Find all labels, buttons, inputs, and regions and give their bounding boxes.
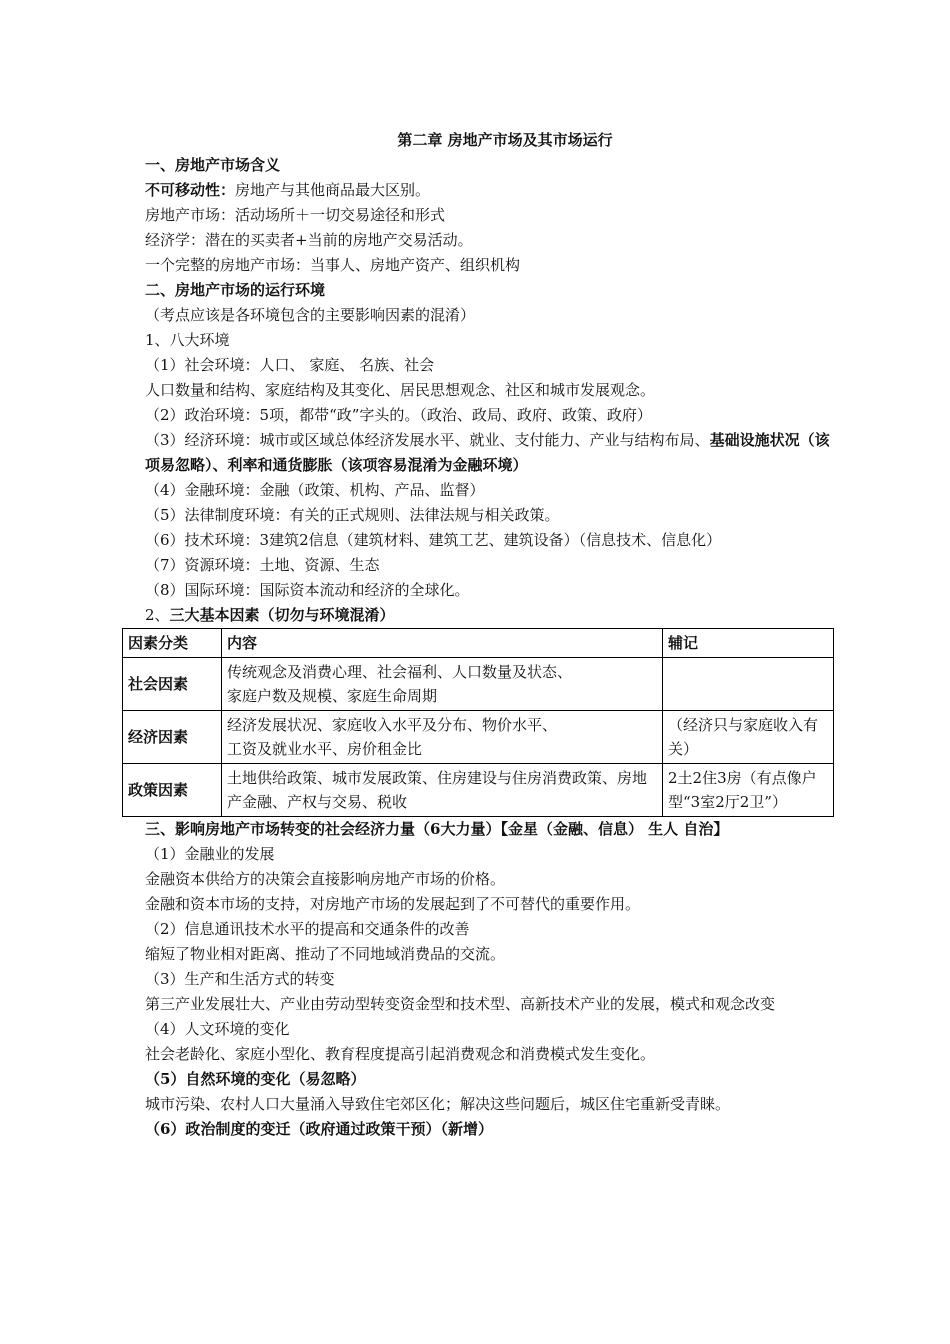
factor-content: 土地供给政策、城市发展政策、住房建设与住房消费政策、房地产金融、产权与交易、税收	[222, 764, 663, 817]
s1-line-1	[145, 178, 835, 203]
s2-sub-2	[145, 603, 835, 628]
force-1-detail-b: 金融和资本市场的支持，对房地产市场的发展起到了不可替代的重要作用。	[145, 895, 641, 913]
force-3-detail: 第三产业发展壮大、产业由劳动型转变资金型和技术型、高新技术产业的发展，模式和观念改变	[145, 995, 776, 1013]
table-header-cell: 辅记	[663, 629, 834, 658]
factor-content	[222, 711, 663, 764]
env-8: （8）国际环境：国际资本流动和经济的全球化。	[145, 581, 470, 599]
env-6: （6）技术环境：3建筑2信息（建筑材料、建筑工艺、建筑设备）（信息技术、信息化）	[145, 531, 722, 549]
s2-sub-1: 1、八大环境	[145, 331, 230, 349]
force-2: （2）信息通讯技术水平的提高和交通条件的改善	[145, 920, 470, 938]
factor-note	[663, 658, 834, 711]
s1-line-2: 房地产市场：活动场所＋一切交易途径和形式	[145, 206, 446, 224]
force-2-detail: 缩短了物业相对距离、推动了不同地域消费品的交流。	[145, 945, 506, 963]
table-row	[123, 764, 834, 817]
document-page	[128, 128, 835, 1142]
force-1: （1）金融业的发展	[145, 845, 275, 863]
force-6: （6）政治制度的变迁（政府通过政策干预）（新增）	[145, 1120, 493, 1138]
s1-line-3: 经济学：潜在的买卖者+当前的房地产交易活动。	[145, 231, 473, 249]
factor-category: 政策因素	[123, 764, 222, 817]
force-4-detail: 社会老龄化、家庭小型化、教育程度提高引起消费观念和消费模式发生变化。	[145, 1045, 656, 1063]
section-3-heading: 三、影响房地产市场转变的社会经济力量（6大力量）【金星（金融、信息） 生人 自治】	[145, 820, 729, 838]
s1-line-4: 一个完整的房地产市场：当事人、房地产资产、组织机构	[145, 256, 521, 274]
factor-category: 经济因素	[123, 711, 222, 764]
factor-content-line: 经济发展状况、家庭收入水平及分布、物价水平、	[227, 716, 558, 734]
table-header-cell: 因素分类	[123, 629, 222, 658]
s2-sub-2-num: 2、	[145, 606, 170, 624]
force-4: （4）人文环境的变化	[145, 1020, 290, 1038]
s1-line-1-bold: 不可移动性：	[145, 181, 236, 199]
table-header-cell: 内容	[222, 629, 663, 658]
factor-note: 2土2住3房（有点像户型“3室2厅2卫”）	[663, 764, 834, 817]
s1-line-1-rest: 房地产与其他商品最大区别。	[235, 181, 431, 199]
env-5: （5）法律制度环境：有关的正式规则、法律法规与相关政策。	[145, 506, 560, 524]
force-3: （3）生产和生活方式的转变	[145, 970, 335, 988]
section-1-heading: 一、房地产市场含义	[145, 156, 281, 174]
factor-content-line: 传统观念及消费心理、社会福利、人口数量及状态、	[227, 663, 573, 681]
factor-content-line: 工资及就业水平、房价租金比	[227, 740, 423, 758]
chapter-title: 第二章 房地产市场及其市场运行	[397, 131, 613, 149]
env-3-b: 基础设施状况（该项易忽略）、利率和通货膨胀（该项容易混淆为金融环境）	[145, 431, 830, 474]
factor-category: 社会因素	[123, 658, 222, 711]
env-3-a: （3）经济环境：城市或区域总体经济发展水平、就业、支付能力、产业与结构布局、	[145, 431, 710, 449]
table-header-row	[123, 629, 834, 658]
force-5: （5）自然环境的变化（易忽略）	[145, 1070, 366, 1088]
factor-note: （经济只与家庭收入有关）	[663, 711, 834, 764]
factor-content	[222, 658, 663, 711]
env-1-detail: 人口数量和结构、家庭结构及其变化、居民思想观念、社区和城市发展观念。	[145, 381, 656, 399]
s2-sub-2-text: 三大基本因素（切勿与环境混淆）	[169, 606, 395, 624]
env-3	[145, 428, 835, 478]
force-5-detail: 城市污染、农村人口大量涌入导致住宅郊区化；解决这些问题后，城区住宅重新受青睐。	[145, 1095, 731, 1113]
env-2: （2）政治环境：5项，都带“政”字头的。（政治、政局、政府、政策、政府）	[145, 406, 652, 424]
env-1: （1）社会环境：人口、 家庭、 名族、社会	[145, 356, 435, 374]
factors-table	[122, 628, 834, 817]
force-1-detail-a: 金融资本供给方的决策会直接影响房地产市场的价格。	[145, 870, 506, 888]
env-7: （7）资源环境：土地、资源、生态	[145, 556, 380, 574]
table-row	[123, 658, 834, 711]
env-4: （4）金融环境：金融（政策、机构、产品、监督）	[145, 481, 485, 499]
s2-note: （考点应该是各环境包含的主要影响因素的混淆）	[145, 306, 476, 324]
section-2-heading: 二、房地产市场的运行环境	[145, 281, 326, 299]
factor-content-line: 家庭户数及规模、家庭生命周期	[227, 687, 438, 705]
table-row	[123, 711, 834, 764]
